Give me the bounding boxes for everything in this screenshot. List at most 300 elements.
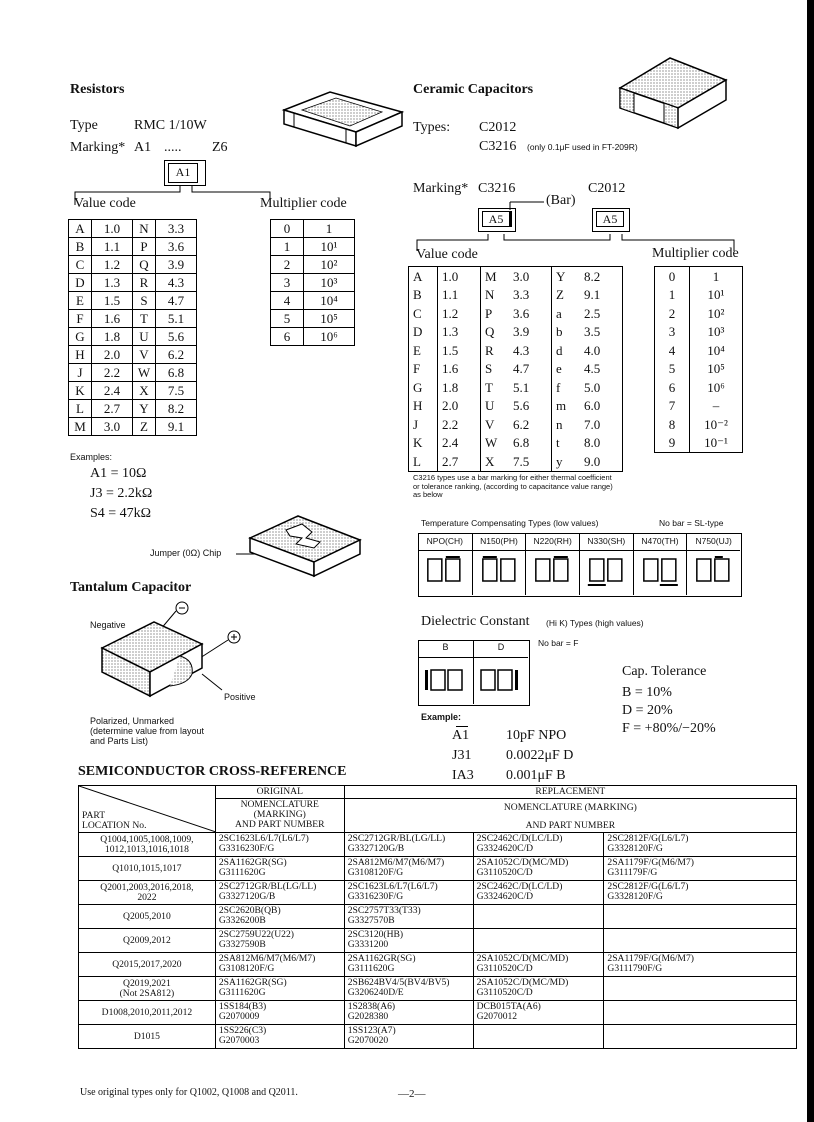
ceramic-multiplier-row [655,378,743,397]
semi-cell-line: G3111790F/G [607,963,663,974]
resistor-value-cell: 2.0 [92,346,133,364]
semi-repl-and-part: AND PART NUMBER [525,820,616,831]
semi-cell-line: G2070003 [218,1035,260,1046]
resistor-value-cell: H [69,346,92,364]
ceramic-value-row [409,360,623,379]
semi-cell-r3 [604,929,797,953]
tantalum-note [90,716,204,746]
resistor-value-cell: 5.1 [156,310,197,328]
ceramic-value-cell: 9.0 [580,452,623,471]
resistor-value-cell: 1.1 [92,238,133,256]
cap-tolerance-list [622,684,716,738]
ceramic-multiplier-cell: 10² [707,305,725,321]
ceramic-multiplier-row [655,434,743,453]
semi-repl-nomenclature: NOMENCLATURE (MARKING) [503,802,637,813]
ceramic-value-cell: D [409,323,438,342]
resistor-value-cell: 4.3 [156,274,197,292]
temp-cell-label: N330(SH) [580,533,633,551]
semi-cell-line: 2SC2812F/G(L6/L7) [607,881,689,892]
ceramic-value-cell: G [409,378,438,397]
semi-cell-line: 2SB624BV4/5(BV4/BV5) [347,977,450,988]
resistor-value-cell: 1.5 [92,292,133,310]
ceramic-multiplier-row [655,360,743,379]
page-edge-bar [807,0,814,1122]
ceramic-c2012-box-text: A5 [602,212,618,226]
resistor-value-cell: C [69,256,92,274]
ceramic-marking-c2012: C2012 [588,181,626,196]
ceramic-value-code-label: Value code [416,247,478,262]
ceramic-value-row [409,341,623,360]
ceramic-multiplier-row [655,397,743,416]
resistor-value-cell: 7.5 [156,382,197,400]
ceramic-value-cell: 1.3 [438,323,481,342]
semi-cell-line: G3331200 [347,939,389,950]
ceramic-value-cell: t [556,435,560,451]
semi-cell-r2 [473,881,604,905]
ceramic-value-cell: 1.6 [438,360,481,379]
semi-cell-line: 2SC2462C/D(LC/LD) [476,881,563,892]
resistor-example: J3 = 2.2kΩ [90,486,153,501]
ceramic-value-cell: 7.0 [580,415,623,434]
temp-cell [686,533,740,595]
ceramic-value-row [409,415,623,434]
semi-cell-line: 2SA1052C/D(MC/MD) [476,953,569,964]
resistor-value-cell: Q [133,256,156,274]
ceramic-types-label: Types: [413,120,451,135]
semi-cell-r3 [604,881,797,905]
semi-row [79,1001,797,1025]
resistor-multiplier-cell: 3 [271,274,304,292]
semi-cell-r1 [344,1025,473,1049]
ceramic-example-code: IA3 [452,768,474,783]
semi-row [79,881,797,905]
ceramic-multiplier-row [655,323,743,342]
semi-cell-line: G311179F/G [607,867,658,878]
resistor-value-row [69,400,197,418]
ceramic-value-cell: 1.8 [438,378,481,397]
resistor-value-row [69,274,197,292]
semi-cell-line: 2SA1052C/D(MC/MD) [476,977,569,988]
resistor-value-cell: 2.4 [92,382,133,400]
resistor-value-cell: W [133,364,156,382]
jumper-chip-illustration [236,510,366,582]
resistor-value-row [69,382,197,400]
semi-cell-r1 [344,833,473,857]
ceramic-multiplier-cell: 2 [655,304,690,323]
semi-cell-loc [79,833,216,857]
ceramic-value-cell: 6.0 [580,397,623,416]
resistor-value-cell: M [69,418,92,436]
resistor-value-cell: 1.8 [92,328,133,346]
ceramic-value-cell: S [485,361,493,377]
resistor-value-cell: P [133,238,156,256]
semi-cell-line: 1012,1013,1016,1018 [104,843,189,855]
semi-cell-line: 2022 [137,891,157,903]
resistor-value-cell: X [133,382,156,400]
semi-cell-line: G3316230F/G [218,843,275,854]
ceramic-value-cell: L [409,452,438,471]
resistor-value-cell: 3.3 [156,220,197,238]
resistor-value-row [69,364,197,382]
semi-cell-line: Q2019,2021 [123,977,171,989]
semiconductor-title: SEMICONDUCTOR CROSS-REFERENCE [78,764,347,779]
semi-cell-line: G3110520C/D [476,867,533,878]
resistor-value-cell: 6.8 [156,364,197,382]
ceramic-value-cell: M [485,268,497,284]
semi-orig-and-part: AND PART NUMBER [234,819,325,830]
ceramic-multiplier-cell: 10⁴ [707,342,725,358]
semi-cell-line: Q1010,1015,1017 [112,862,182,874]
resistor-value-cell: 1.2 [92,256,133,274]
semi-cell-r3 [604,1001,797,1025]
resistor-value-cell: 1.0 [92,220,133,238]
ceramic-multiplier-cell: 9 [655,434,690,453]
resistor-value-row [69,310,197,328]
temp-cell-glyph [418,551,472,591]
resistor-multiplier-row [271,310,355,328]
resistor-value-cell: K [69,382,92,400]
semi-cell-r2 [473,857,604,881]
ceramic-value-cell: H [409,397,438,416]
semi-cell-line: G3108120F/G [218,963,275,974]
ceramic-bar-note-line: C3216 types use a bar marking for either thermal coefficient [413,473,612,482]
ceramic-value-cell: 6.2 [509,415,552,434]
tantalum-title: Tantalum Capacitor [70,580,192,595]
semi-row [79,1025,797,1049]
resistor-multiplier-cell: 10² [304,256,355,274]
temp-cell-glyph [634,551,688,591]
resistor-multiplier-cell: 10³ [304,274,355,292]
resistor-multiplier-cell: 4 [271,292,304,310]
semi-cell-line: DCB015TA(A6) [476,1001,541,1012]
semi-footnote: Use original types only for Q1002, Q1008 and Q2011. [80,1087,298,1098]
ceramic-example-value: 10pF NPO [506,728,567,743]
ceramic-example-codes [452,726,474,786]
ceramic-bar-note-line: or tolerance ranking, (according to capacitance value range) [413,481,613,491]
ceramic-value-cell: Z [556,287,564,303]
temp-cell-glyph [473,551,527,591]
ceramic-value-cell: 4.3 [509,341,552,360]
ceramic-c2012-box [596,211,624,227]
ceramic-example-values [506,726,573,786]
resistor-multiplier-cell: 1 [304,220,355,238]
resistor-multiplier-row [271,292,355,310]
semi-cell-line: 2SC2712GR/BL(LG/LL) [218,881,317,892]
temp-cell-glyph [580,551,634,591]
resistor-value-cell: E [69,292,92,310]
resistors-title: Resistors [70,82,125,97]
ceramic-type-c3216: C3216 [479,139,517,154]
page-number: —2— [398,1088,426,1100]
cap-tolerance-item: F = +80%/−20% [622,721,716,736]
semi-cell-line: 2SC2620B(QB) [218,905,281,916]
temp-cell-label: N750(UJ) [687,533,740,551]
semi-cell-orig [215,929,344,953]
semi-cell-loc [79,857,216,881]
ceramic-multiplier-cell: 10⁻² [704,416,728,432]
semi-cell-line: G3324620C/D [476,843,534,854]
semi-cell-r3 [604,1025,797,1049]
ceramic-bar-label: (Bar) [546,193,576,208]
ceramic-multiplier-cell: 10⁻¹ [704,435,728,451]
ceramic-value-row [409,397,623,416]
resistor-multiplier-row [271,274,355,292]
ceramic-value-cell: 4.0 [580,341,623,360]
ceramic-value-cell: V [485,416,495,432]
semi-cell-line: G3111620G [347,963,395,974]
ceramic-value-cell: A [409,267,438,286]
resistor-value-cell: L [69,400,92,418]
semi-cell-r3 [604,905,797,929]
temp-cell-label: N470(TH) [634,533,687,551]
ceramic-value-cell: 8.2 [580,267,623,286]
semi-cell-line: G3327120G/B [347,843,405,854]
semi-cell-line: D1015 [133,1030,160,1042]
ceramic-value-cell: 7.5 [509,452,552,471]
semi-cell-loc [79,905,216,929]
semi-cell-line: 2SC2462C/D(LC/LD) [476,833,563,844]
tantalum-illustration [90,600,260,710]
semi-cell-r2 [473,1025,604,1049]
semi-cell-line: 2SC2759U22(U22) [218,929,294,940]
resistor-value-cell: D [69,274,92,292]
semi-cell-orig [215,905,344,929]
ceramic-value-cell: X [485,453,495,469]
ceramic-marking-c3216: C3216 [478,181,516,196]
cap-tolerance-item: B = 10% [622,685,672,700]
semi-cell-line: (Not 2SA812) [119,987,175,999]
semi-corner-cell [79,786,216,833]
resistor-value-cell: N [133,220,156,238]
temp-cell-glyph [687,551,741,591]
ceramic-value-cell: 3.9 [509,323,552,342]
ceramic-example-value: 0.0022μF D [506,748,574,763]
semi-cell-line: 2SC2812F/G(L6/L7) [607,833,689,844]
resistor-value-row [69,256,197,274]
ceramic-c3216-box-text: A5 [488,212,504,226]
temp-cell [579,533,633,595]
semi-cell-r1 [344,905,473,929]
semi-cell-r2 [473,977,604,1001]
temp-compensating-label: Temperature Compensating Types (low values) [421,518,599,528]
resistor-value-row [69,328,197,346]
ceramic-value-cell: 9.1 [580,286,623,305]
ceramic-value-cell: 5.0 [580,378,623,397]
cap-tolerance-title: Cap. Tolerance [622,664,707,679]
semiconductor-table [78,785,797,1049]
ceramic-value-cell: F [409,360,438,379]
resistor-value-cell: F [69,310,92,328]
semi-row [79,929,797,953]
ceramic-value-cell: m [556,398,567,414]
semi-cell-line: G3328120F/G [607,843,663,854]
ceramic-multiplier-cell: 4 [655,341,690,360]
no-bar-f-label: No bar = F [538,638,579,648]
semi-cell-orig [215,833,344,857]
ceramic-title: Ceramic Capacitors [413,82,534,97]
semi-cell-orig [215,881,344,905]
resistor-value-cell: A [69,220,92,238]
resistor-value-row [69,220,197,238]
resistor-value-cell: 9.1 [156,418,197,436]
resistor-value-cell: U [133,328,156,346]
resistor-value-cell: T [133,310,156,328]
semi-row [79,905,797,929]
semi-cell-r3 [604,953,797,977]
semi-cell-line: Q2009,2012 [123,934,171,946]
ceramic-value-row [409,267,623,286]
ceramic-value-cell: 4.7 [509,360,552,379]
ceramic-value-cell: 5.6 [509,397,552,416]
resistor-multiplier-cell: 1 [271,238,304,256]
resistor-value-cell: V [133,346,156,364]
resistor-multiplier-cell: 10¹ [304,238,355,256]
resistor-marking-last: Z6 [212,140,228,155]
semi-cell-orig [215,977,344,1001]
ceramic-multiplier-table [654,266,743,453]
ceramic-multiplier-cell: 3 [655,323,690,342]
jumper-label: Jumper (0Ω) Chip [150,548,222,558]
ceramic-multiplier-row [655,286,743,305]
ceramic-value-cell: Y [556,268,566,284]
ceramic-value-row [409,323,623,342]
semi-cell-orig [215,1025,344,1049]
resistor-multiplier-cell: 6 [271,328,304,346]
semi-cell-r3 [604,833,797,857]
temp-cell-label: N150(PH) [473,533,526,551]
resistor-multiplier-row [271,328,355,346]
semi-cell-orig [215,857,344,881]
ceramic-value-cell: 2.4 [438,434,481,453]
semi-cell-line: G3326200B [218,915,266,926]
semi-cell-r2 [473,833,604,857]
semi-repl-nomenclature-cell [344,799,796,833]
semi-col-original: ORIGINAL [215,786,344,799]
ceramic-multiplier-cell: 10⁶ [707,379,725,395]
ceramic-multiplier-cell: 6 [655,378,690,397]
ceramic-value-cell: 1.0 [438,267,481,286]
temp-cell [525,533,579,595]
ceramic-value-cell: N [485,287,495,303]
temp-cell-label: NPO(CH) [418,533,472,551]
temp-cell-label: N220(RH) [526,533,579,551]
ceramic-value-cell: C [409,304,438,323]
dielectric-sub-label: (Hi K) Types (high values) [546,618,644,628]
ceramic-value-cell: R [485,342,494,358]
ceramic-chip-illustration [614,52,734,132]
semi-cell-line: G3327120G/B [218,891,276,902]
resistor-value-cell: 5.6 [156,328,197,346]
ceramic-value-row [409,434,623,453]
resistor-example: A1 = 10Ω [90,466,147,481]
ceramic-value-cell: 3.6 [509,304,552,323]
resistor-value-cell: 8.2 [156,400,197,418]
semi-cell-line: D1008,2010,2011,2012 [101,1006,193,1018]
semi-location-label: LOCATION No. [82,820,147,831]
temp-cell [472,533,526,595]
temp-cell-glyph [526,551,580,591]
resistor-multiplier-table [270,219,355,346]
resistor-multiplier-cell: 10⁴ [304,292,355,310]
semi-cell-r2 [473,953,604,977]
semi-cell-line: G3327590B [218,939,266,950]
resistor-examples [90,464,152,524]
semi-row [79,953,797,977]
semi-cell-loc [79,1025,216,1049]
resistor-value-cell: 6.2 [156,346,197,364]
semi-cell-line: G3324620C/D [476,891,534,902]
semi-cell-line: G3327570B [347,915,395,926]
ceramic-value-cell: 3.5 [580,323,623,342]
ceramic-multiplier-row [655,267,743,286]
semi-cell-line: Q2001,2003,2016,2018, [100,881,194,893]
ceramic-value-cell: b [556,324,563,340]
resistor-multiplier-cell: 2 [271,256,304,274]
dielectric-label: Dielectric Constant [421,614,530,629]
resistor-value-row [69,346,197,364]
ceramic-multiplier-cell: – [712,398,720,414]
semi-header-row-1 [79,786,797,799]
ceramic-example-code: A1 [452,728,470,743]
ceramic-value-cell: 8.0 [580,434,623,453]
semi-cell-r3 [604,857,797,881]
resistor-value-cell: R [133,274,156,292]
semi-cell-line: 2SC1623L6/L7(L6/L7) [347,881,438,892]
resistor-value-cell: 3.9 [156,256,197,274]
semi-cell-line: 1SS123(A7) [347,1025,396,1036]
ceramic-multiplier-cell: 5 [655,360,690,379]
no-bar-sl-label: No bar = SL-type [659,518,724,528]
semi-cell-line: Q1004,1005,1008,1009, [100,833,194,845]
resistor-value-cell: 4.7 [156,292,197,310]
semi-cell-line: G3316230F/G [347,891,404,902]
semi-cell-loc [79,1001,216,1025]
resistor-value-row [69,418,197,436]
ceramic-value-cell: 2.5 [580,304,623,323]
ceramic-value-cell: 5.1 [509,378,552,397]
semi-cell-line: 1SS184(B3) [218,1001,267,1012]
resistor-value-cell: S [133,292,156,310]
ceramic-value-cell: W [485,435,498,451]
resistor-multiplier-cell: 0 [271,220,304,238]
resistor-example: S4 = 47kΩ [90,506,152,521]
ceramic-c3216-box [482,211,512,227]
ceramic-bar-note [413,474,613,500]
resistor-value-row [69,238,197,256]
ceramic-value-cell: f [556,379,561,395]
ceramic-example-value: 0.001μF B [506,768,566,783]
ceramic-value-cell: 4.5 [580,360,623,379]
tantalum-negative-label: Negative [90,620,126,630]
resistor-multiplier-cell: 5 [271,310,304,328]
semi-cell-line: G3108120F/G [347,867,404,878]
ceramic-value-cell: 2.0 [438,397,481,416]
semi-cell-line: 2SA1179F/G(M6/M7) [607,953,694,964]
ceramic-multiplier-cell: 10³ [707,324,725,340]
dielectric-header-b: B [442,642,449,652]
resistor-value-cell: Z [133,418,156,436]
resistor-value-cell: 1.6 [92,310,133,328]
resistor-value-cell: 2.7 [92,400,133,418]
tantalum-positive-label: Positive [224,692,256,702]
ceramic-value-row [409,286,623,305]
resistor-type-value: RMC 1/10W [134,118,207,133]
semi-col-replacement: REPLACEMENT [344,786,796,799]
semi-cell-r2 [473,929,604,953]
ceramic-multiplier-row [655,415,743,434]
ceramic-value-row [409,378,623,397]
semi-cell-line: 1S2838(A6) [347,1001,396,1012]
